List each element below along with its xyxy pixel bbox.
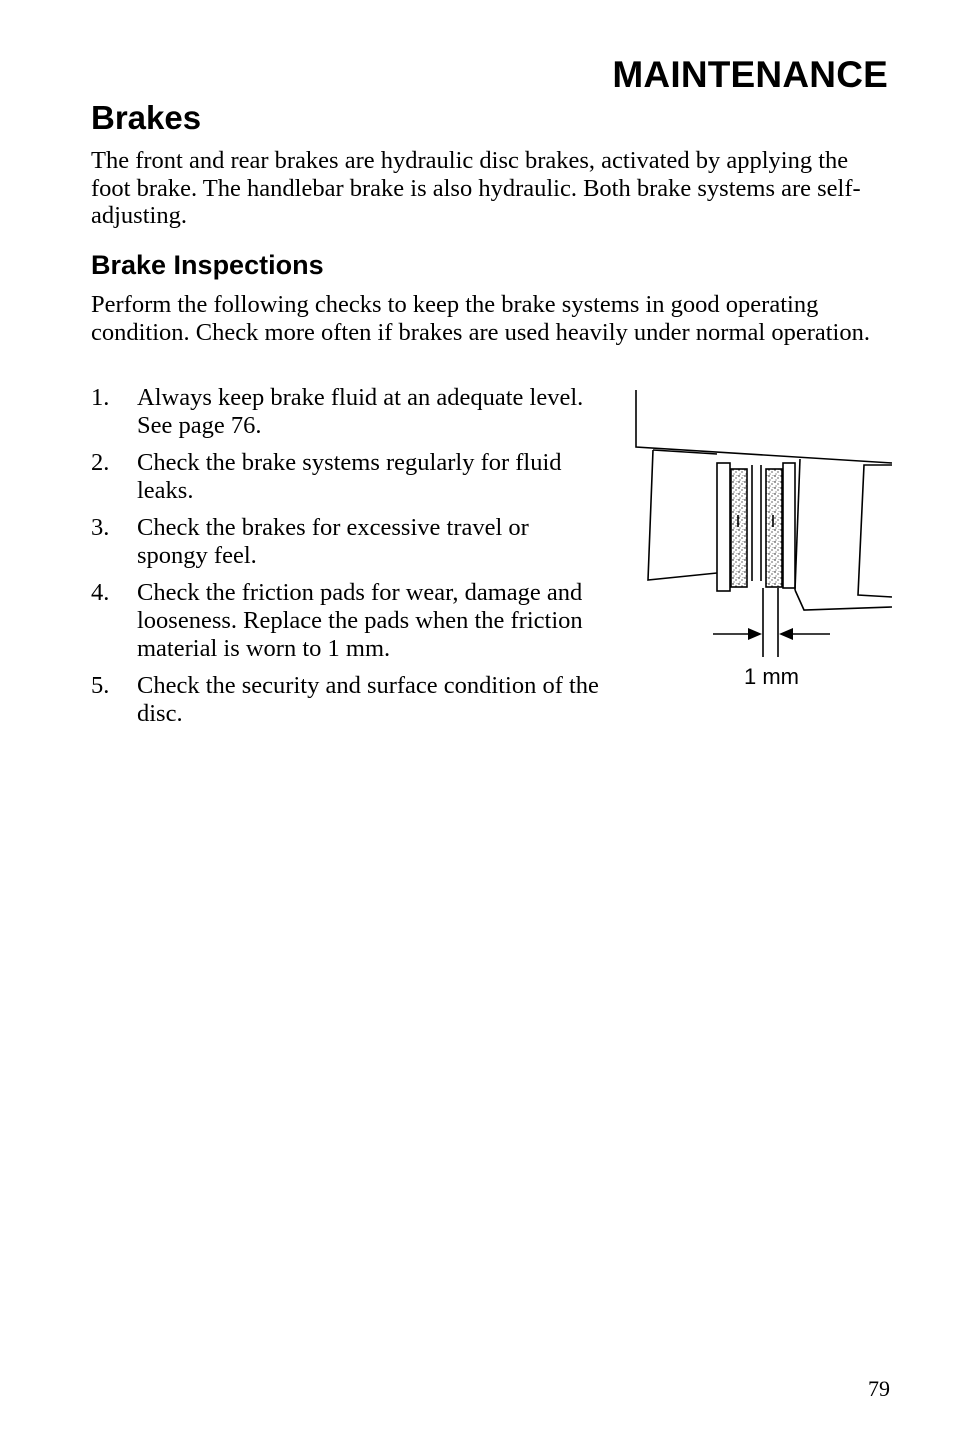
list-item-text: Check the security and surface condition of the disc. (137, 672, 599, 727)
list-item-text: Check the brake systems regularly for fluid leaks. (137, 449, 562, 504)
list-item-number: 4. (91, 579, 110, 606)
brake-inspections-heading: Brake Inspections (91, 250, 324, 280)
list-item-number: 1. (91, 384, 110, 411)
list-item (91, 672, 601, 728)
list-item-text: Always keep brake fluid at an adequate level. See page 76. (137, 384, 584, 439)
list-item (91, 384, 601, 440)
list-item-text: Check the brakes for excessive travel or spongy feel. (137, 514, 529, 569)
list-item (91, 449, 601, 505)
brake-pad-illustration (630, 385, 892, 665)
section-header: MAINTENANCE (612, 54, 888, 95)
dimension-label: 1 mm (744, 664, 799, 689)
list-item (91, 579, 601, 663)
brake-pad-figure (630, 385, 892, 700)
intro-paragraph: The front and rear brakes are hydraulic disc brakes, activated by applying the foot brake. The handlebar brake is also hydraulic. Both brake systems are self-adjusting. (91, 147, 861, 229)
list-item-text: Check the friction pads for wear, damage and looseness. Replace the pads when the friction material is worn to 1 mm. (137, 579, 583, 662)
page-title: Brakes (91, 99, 202, 136)
page-number: 79 (868, 1376, 890, 1401)
list-item-number: 5. (91, 672, 110, 699)
list-item-number: 3. (91, 514, 110, 541)
inspection-checklist (91, 384, 601, 737)
list-item (91, 514, 601, 570)
list-item-number: 2. (91, 449, 110, 476)
inspections-intro-paragraph: Perform the following checks to keep the brake systems in good operating condition. Check more often if brakes are used heavily under normal operation. (91, 291, 870, 346)
